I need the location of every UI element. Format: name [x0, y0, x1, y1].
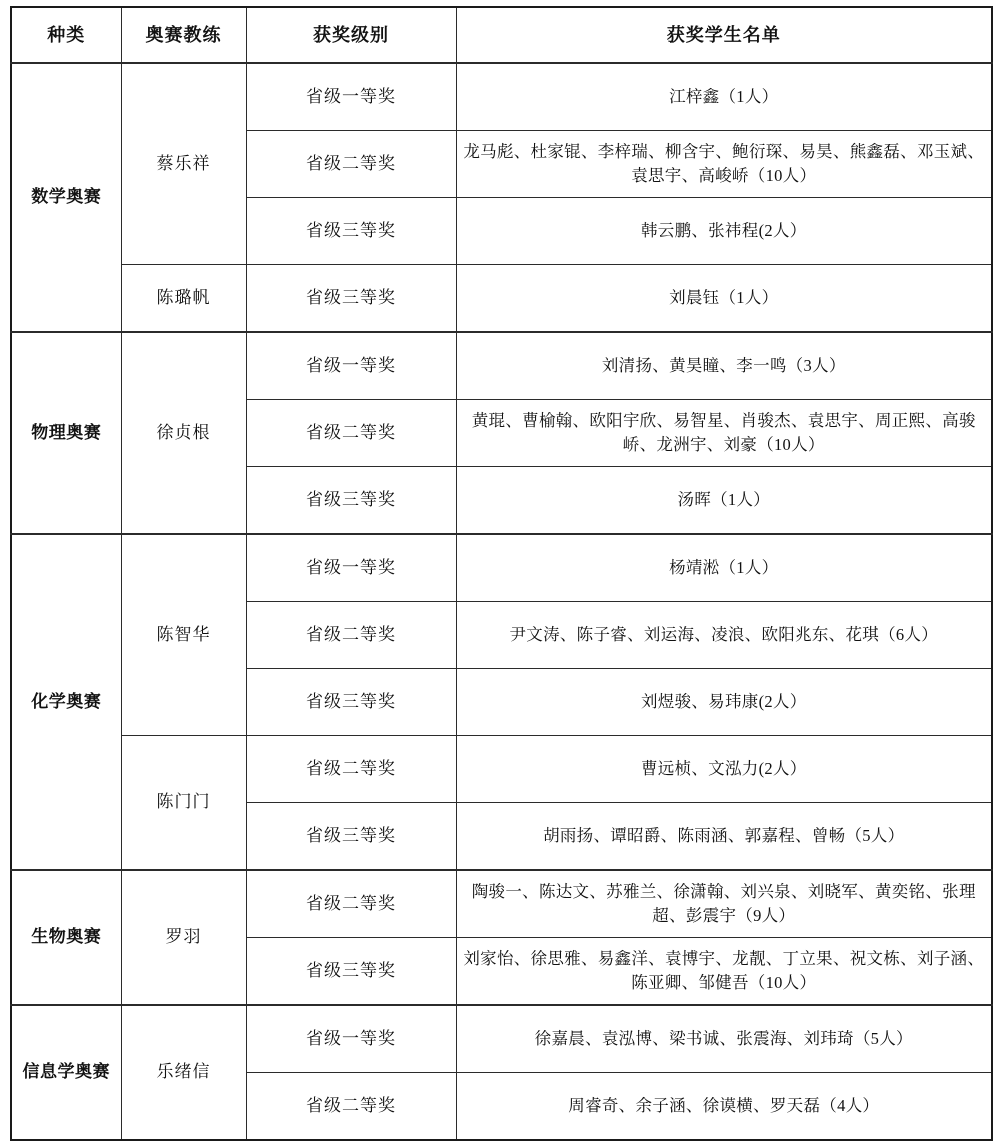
column-header-subject: 种类 [11, 7, 121, 63]
cell-subject: 物理奥赛 [11, 332, 121, 534]
cell-award-level: 省级三等奖 [246, 669, 456, 736]
cell-coach: 徐贞根 [121, 332, 246, 534]
table-row [11, 1005, 992, 1073]
table-row [11, 534, 992, 602]
cell-coach: 陈门门 [121, 736, 246, 871]
table-header-row [11, 7, 992, 63]
cell-student-names: 胡雨扬、谭昭爵、陈雨涵、郭嘉程、曾畅（5人） [456, 803, 992, 871]
cell-award-level: 省级二等奖 [246, 736, 456, 803]
cell-award-level: 省级一等奖 [246, 332, 456, 400]
cell-student-names: 刘煜骏、易玮康(2人） [456, 669, 992, 736]
olympiad-award-table [10, 6, 993, 1141]
cell-coach: 陈智华 [121, 534, 246, 736]
cell-award-level: 省级一等奖 [246, 534, 456, 602]
cell-award-level: 省级二等奖 [246, 400, 456, 467]
cell-student-names: 江梓鑫（1人） [456, 63, 992, 131]
table-header [11, 7, 992, 63]
column-header-coach: 奥赛教练 [121, 7, 246, 63]
cell-coach: 罗羽 [121, 870, 246, 1005]
column-header-students: 获奖学生名单 [456, 7, 992, 63]
table-row [11, 870, 992, 938]
cell-award-level: 省级一等奖 [246, 63, 456, 131]
cell-award-level: 省级三等奖 [246, 938, 456, 1006]
cell-student-names: 刘家怡、徐思雅、易鑫洋、袁博宇、龙靓、丁立果、祝文栋、刘子涵、陈亚卿、邹健吾（10人） [456, 938, 992, 1006]
cell-award-level: 省级二等奖 [246, 870, 456, 938]
cell-award-level: 省级三等奖 [246, 265, 456, 333]
cell-coach: 蔡乐祥 [121, 63, 246, 265]
cell-subject: 化学奥赛 [11, 534, 121, 870]
cell-award-level: 省级三等奖 [246, 198, 456, 265]
cell-award-level: 省级三等奖 [246, 467, 456, 535]
cell-student-names: 汤晖（1人） [456, 467, 992, 535]
cell-student-names: 徐嘉晨、袁泓博、梁书诚、张震海、刘玮琦（5人） [456, 1005, 992, 1073]
cell-subject: 信息学奥赛 [11, 1005, 121, 1140]
cell-student-names: 龙马彪、杜家锟、李梓瑞、柳含宇、鲍衍琛、易昊、熊鑫磊、邓玉斌、袁思宇、高峻峤（10人） [456, 131, 992, 198]
cell-award-level: 省级三等奖 [246, 803, 456, 871]
table-row [11, 736, 992, 803]
cell-student-names: 杨靖淞（1人） [456, 534, 992, 602]
cell-student-names: 刘清扬、黄昊瞳、李一鸣（3人） [456, 332, 992, 400]
cell-student-names: 陶骏一、陈达文、苏雅兰、徐潇翰、刘兴泉、刘晓军、黄奕铭、张理超、彭震宇（9人） [456, 870, 992, 938]
cell-student-names: 周睿奇、余子涵、徐谟横、罗天磊（4人） [456, 1073, 992, 1141]
cell-award-level: 省级二等奖 [246, 602, 456, 669]
cell-award-level: 省级二等奖 [246, 131, 456, 198]
table-body [11, 63, 992, 1140]
table-row [11, 332, 992, 400]
cell-student-names: 刘晨钰（1人） [456, 265, 992, 333]
cell-subject: 生物奥赛 [11, 870, 121, 1005]
cell-coach: 陈璐帆 [121, 265, 246, 333]
cell-subject: 数学奥赛 [11, 63, 121, 332]
cell-award-level: 省级一等奖 [246, 1005, 456, 1073]
column-header-level: 获奖级别 [246, 7, 456, 63]
cell-award-level: 省级二等奖 [246, 1073, 456, 1141]
table-row [11, 63, 992, 131]
cell-student-names: 曹远桢、文泓力(2人） [456, 736, 992, 803]
cell-coach: 乐绪信 [121, 1005, 246, 1140]
table-row [11, 265, 992, 333]
cell-student-names: 黄琨、曹榆翰、欧阳宇欣、易智星、肖骏杰、袁思宇、周正熙、高骏峤、龙洲宇、刘豪（10人） [456, 400, 992, 467]
cell-student-names: 韩云鹏、张祎程(2人） [456, 198, 992, 265]
cell-student-names: 尹文涛、陈子睿、刘运海、凌浪、欧阳兆东、花琪（6人） [456, 602, 992, 669]
